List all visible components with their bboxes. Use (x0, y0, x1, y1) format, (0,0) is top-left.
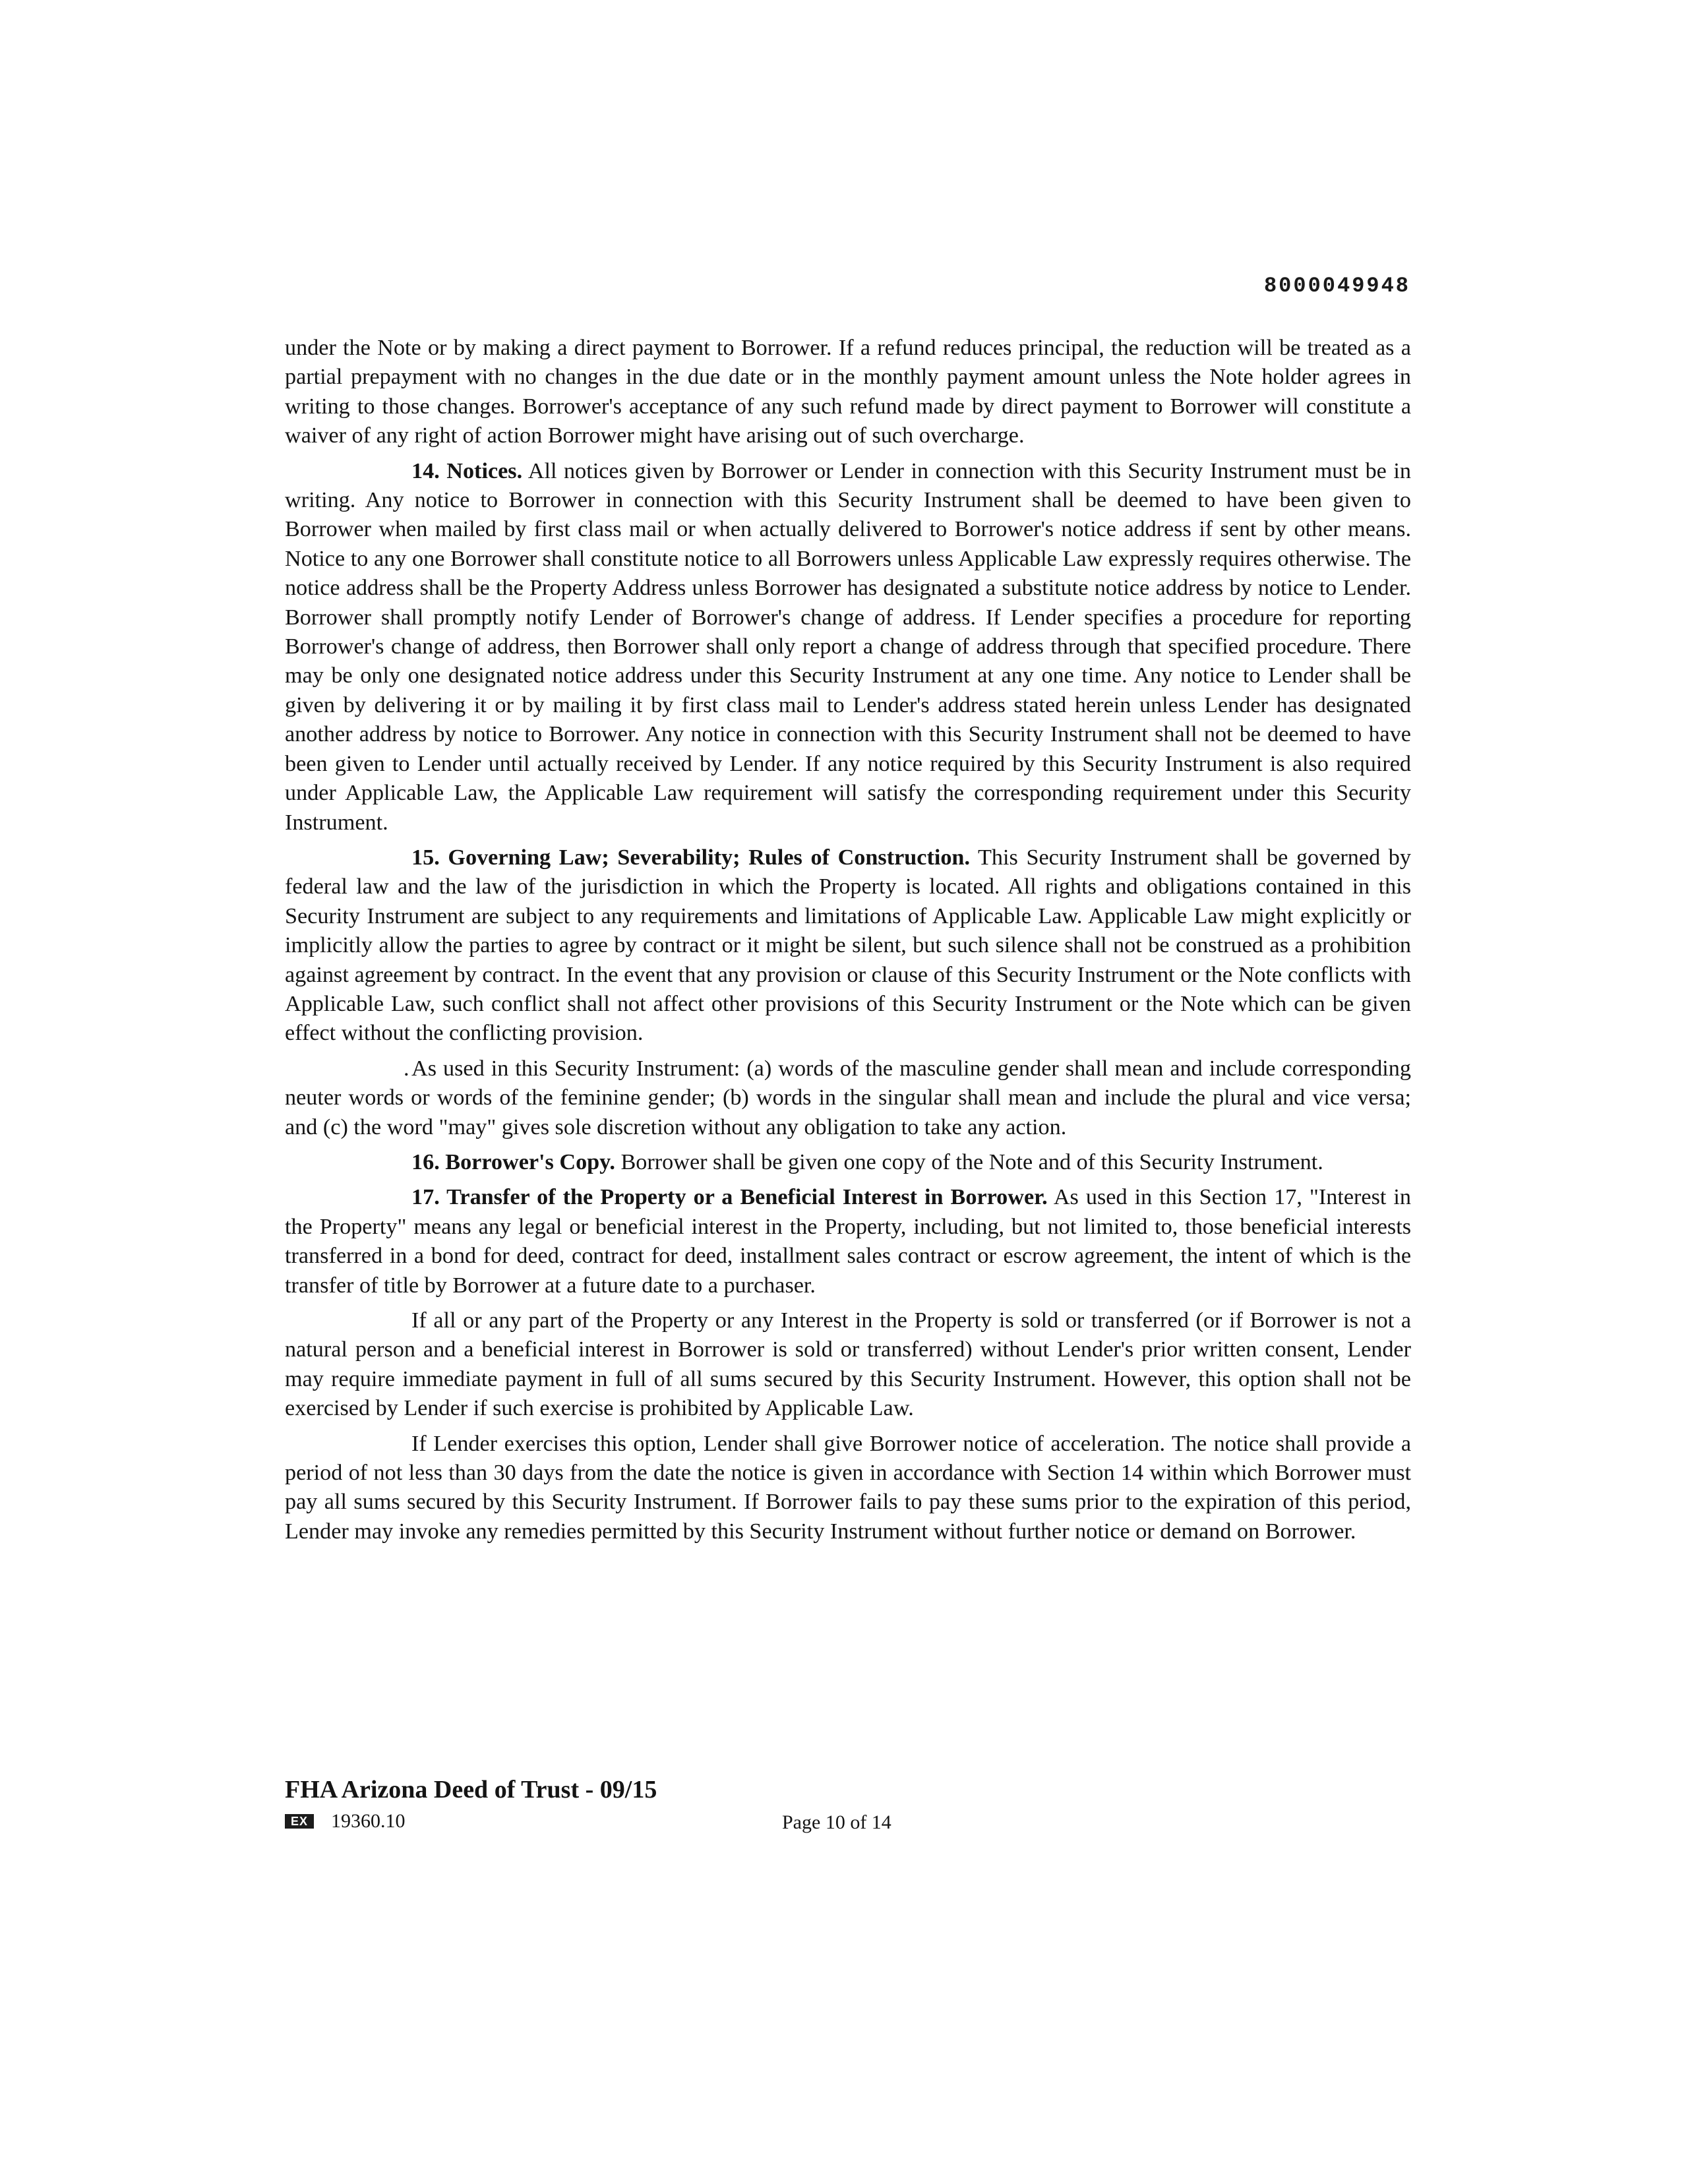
stray-dot-mark: . (404, 1056, 409, 1081)
section-17-para2: If all or any part of the Property or any Interest in the Property is sold or transferred (or if Borrower is not a natural person and a beneficial interest in Borrower is sold or transferred) without Lender's prior written consent, Lender may require immediate payment in full of all sums secured by this Security Instrument. However, this option shall not be exercised by Lender if such exercise is prohibited by Applicable Law. (285, 1308, 1411, 1421)
section-15-para2-text: As used in this Security Instrument: (a) words of the masculine gender shall mean and include corresponding neuter words or words of the feminine gender; (b) words in the singular shall mean and include the plural and vice versa; and (c) the word "may" gives sole discretion without any obligation to take any action. (285, 1056, 1411, 1139)
section-16-heading: 16. Borrower's Copy. (411, 1149, 615, 1174)
form-title: FHA Arizona Deed of Trust - 09/15 (285, 1776, 657, 1804)
section-15-text: This Security Instrument shall be governed by federal law and the law of the jurisdiction in which the Property is located. All rights and obligations contained in this Security Instrument are subject to any requirements and limitations of Applicable Law. Applicable Law might explicitly or implicitly allow the parties to agree by contract or it might be silent, but such silence shall not be construed as a prohibition against agreement by contract. In the event that any provision or clause of this Security Instrument or the Note conflicts with Applicable Law, such conflict shall not affect other provisions of this Security Instrument or the Note which can be given effect without the conflicting provision. (285, 845, 1411, 1046)
form-identifier (285, 1810, 406, 1833)
section-14-text: All notices given by Borrower or Lender in connection with this Security Instrument must be in writing. Any notice to Borrower in connection with this Security Instrument shall be deemed to have been given to Borrower when mailed by first class mail or when actually delivered to Borrower's notice address if sent by other means. Notice to any one Borrower shall constitute notice to all Borrowers unless Applicable Law expressly requires otherwise. The notice address shall be the Property Address unless Borrower has designated a substitute notice address by notice to Lender. Borrower shall promptly notify Lender of Borrower's change of address. If Lender specifies a procedure for reporting Borrower's change of address, then Borrower shall only report a change of address through that specified procedure. There may be only one designated notice address under this Security Instrument at any one time. Any notice to Lender shall be given by delivering it or by mailing it by first class mail to Lender's address stated herein unless Lender has designated another address by notice to Borrower. Any notice in connection with this Security Instrument shall not be deemed to have been given to Lender until actually received by Lender. If any notice required by this Security Instrument is also required under Applicable Law, the Applicable Law requirement will satisfy the corresponding requirement under this Security Instrument. (285, 458, 1411, 835)
ellie-mae-logo-icon: EX (285, 1814, 314, 1829)
section-15-governing-law (285, 843, 1411, 1048)
section-16-borrowers-copy (285, 1148, 1411, 1177)
document-body (285, 334, 1411, 1552)
section-17-transfer (285, 1183, 1411, 1300)
section-14-heading: 14. Notices. (411, 458, 523, 483)
section-15-heading: 15. Governing Law; Severability; Rules of Construction. (411, 845, 970, 870)
section-17-para3: If Lender exercises this option, Lender shall give Borrower notice of acceleration. The notice shall provide a period of not less than 30 days from the date the notice is given in accordance with Section 14 within which Borrower must pay all sums secured by this Security Instrument. If Borrower fails to pay these sums prior to the expiration of this period, Lender may invoke any remedies permitted by this Security Instrument without further notice or demand on Borrower. (285, 1431, 1411, 1544)
page-indicator: Page 10 of 14 (782, 1811, 891, 1833)
section-15-construction-paragraph (285, 1054, 1411, 1142)
section-16-text: Borrower shall be given one copy of the Note and of this Security Instrument. (615, 1149, 1323, 1174)
section-14-notices (285, 457, 1411, 837)
document-number: 8000049948 (1263, 274, 1410, 298)
section-17-text: As used in this Section 17, "Interest in the Property" means any legal or beneficial interest in the Property, including, but not limited to, those beneficial interests transferred in a bond for deed, contract for deed, installment sales contract or escrow agreement, the intent of which is the transfer of title by Borrower at a future date to a purchaser. (285, 1185, 1411, 1298)
section-17-heading: 17. Transfer of the Property or a Beneficial Interest in Borrower. (411, 1185, 1048, 1210)
intro-paragraph: under the Note or by making a direct payment to Borrower. If a refund reduces principal, the reduction will be treated as a partial prepayment with no changes in the due date or in the monthly payment amount unless the Note holder agrees in writing to those changes. Borrower's acceptance of any such refund made by direct payment to Borrower will constitute a waiver of any right of action Borrower might have arising out of such overcharge. (285, 336, 1411, 448)
form-number: 19360.10 (331, 1810, 406, 1832)
